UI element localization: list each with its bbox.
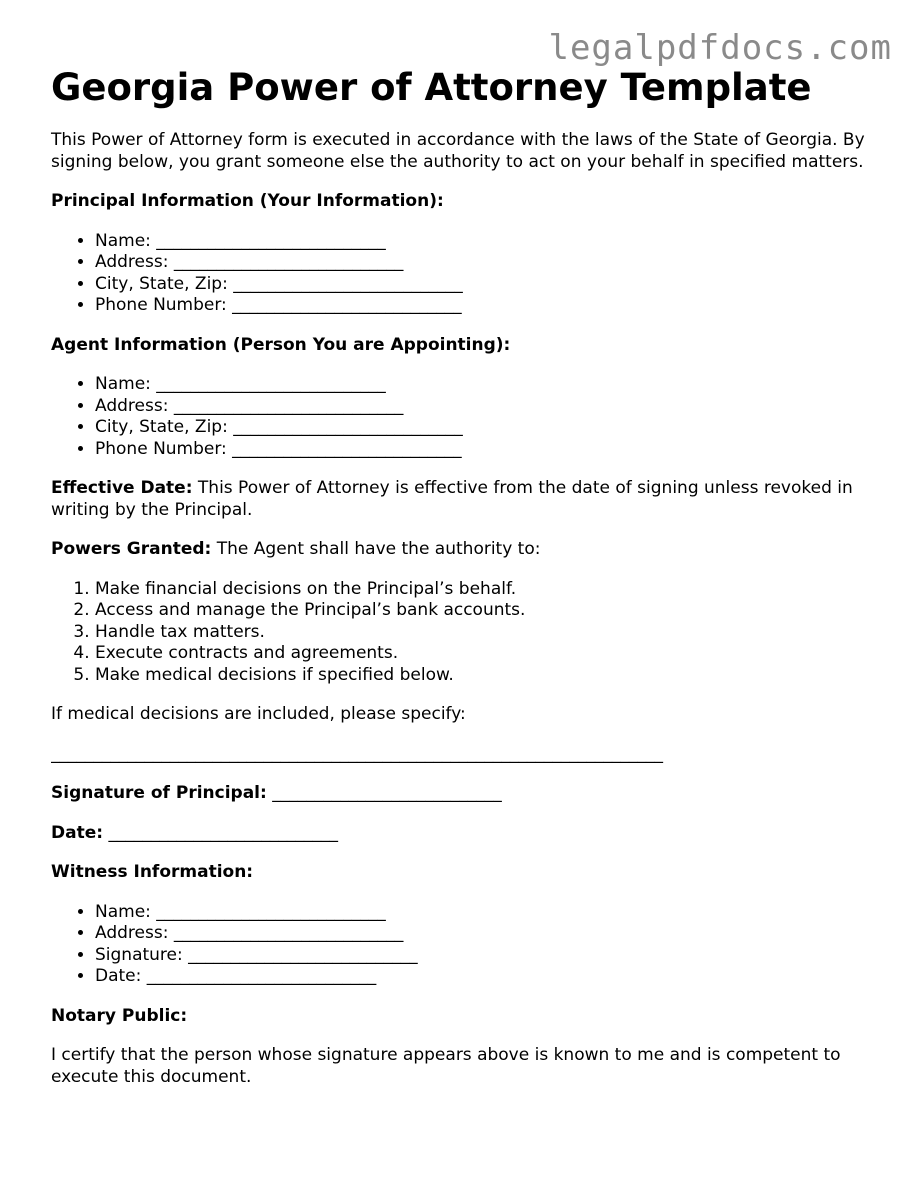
- power-item: 2. Access and manage the Principal’s bank accounts.: [95, 600, 871, 622]
- agent-list: [51, 374, 871, 460]
- powers-paragraph: [51, 539, 871, 561]
- document-page: [51, 66, 871, 1106]
- agent-heading: Agent Information (Person You are Appointing):: [51, 334, 511, 355]
- witness-date-field[interactable]: • Date: ___________________________: [95, 966, 871, 988]
- power-item: 1. Make financial decisions on the Principal’s behalf.: [95, 579, 871, 601]
- witness-name-field[interactable]: • Name: ___________________________: [95, 902, 871, 924]
- watermark: legalpdfdocs.com: [548, 28, 892, 68]
- effective-date-label: Effective Date:: [51, 478, 193, 498]
- powers-text: The Agent shall have the authority to:: [211, 539, 541, 559]
- agent-phone-field[interactable]: • Phone Number: ___________________________: [95, 439, 871, 461]
- page-title: Georgia Power of Attorney Template: [51, 66, 812, 109]
- power-item: 5. Make medical decisions if specified below.: [95, 665, 871, 687]
- witness-list: [51, 902, 871, 988]
- notary-heading: Notary Public:: [51, 1005, 188, 1026]
- principal-heading: Principal Information (Your Information):: [51, 191, 444, 211]
- principal-phone-field[interactable]: • Phone Number: ___________________________: [95, 295, 871, 317]
- witness-signature-field[interactable]: • Signature: ___________________________: [95, 945, 871, 967]
- power-item: 3. Handle tax matters.: [95, 622, 871, 644]
- effective-date-text: This Power of Attorney is effective from the date of signing unless revoked in writing by the Principal.: [51, 478, 853, 520]
- notary-text: I certify that the person whose signature appears above is known to me and is competent to execute this document.: [51, 1045, 841, 1087]
- agent-name-field[interactable]: • Name: ___________________________: [95, 374, 871, 396]
- effective-date-paragraph: [51, 478, 871, 521]
- agent-city-field[interactable]: • City, State, Zip: ___________________________: [95, 417, 871, 439]
- date-line[interactable]: [51, 823, 871, 845]
- principal-name-field[interactable]: • Name: ___________________________: [95, 231, 871, 253]
- principal-list: [51, 231, 871, 317]
- witness-heading: Witness Information:: [51, 862, 254, 882]
- powers-list: [51, 579, 871, 687]
- date-blank: ___________________________: [103, 822, 338, 843]
- agent-address-field[interactable]: • Address: ___________________________: [95, 396, 871, 418]
- signature-label: Signature of Principal:: [51, 783, 267, 803]
- medical-specify-text: If medical decisions are included, please specify:: [51, 704, 466, 724]
- medical-specify-field[interactable]: ________________________________________________________________________: [51, 743, 663, 764]
- date-label: Date:: [51, 822, 104, 843]
- signature-line[interactable]: [51, 783, 871, 805]
- powers-label: Powers Granted:: [51, 539, 212, 559]
- intro-paragraph: This Power of Attorney form is executed in accordance with the laws of the State of Georgia. By signing below, you grant someone else the authority to act on your behalf in specified matters.: [51, 130, 865, 172]
- signature-blank: ___________________________: [266, 783, 502, 803]
- principal-address-field[interactable]: • Address: ___________________________: [95, 252, 871, 274]
- witness-address-field[interactable]: • Address: ___________________________: [95, 923, 871, 945]
- power-item: 4. Execute contracts and agreements.: [95, 643, 871, 665]
- principal-city-field[interactable]: • City, State, Zip: ___________________________: [95, 274, 871, 296]
